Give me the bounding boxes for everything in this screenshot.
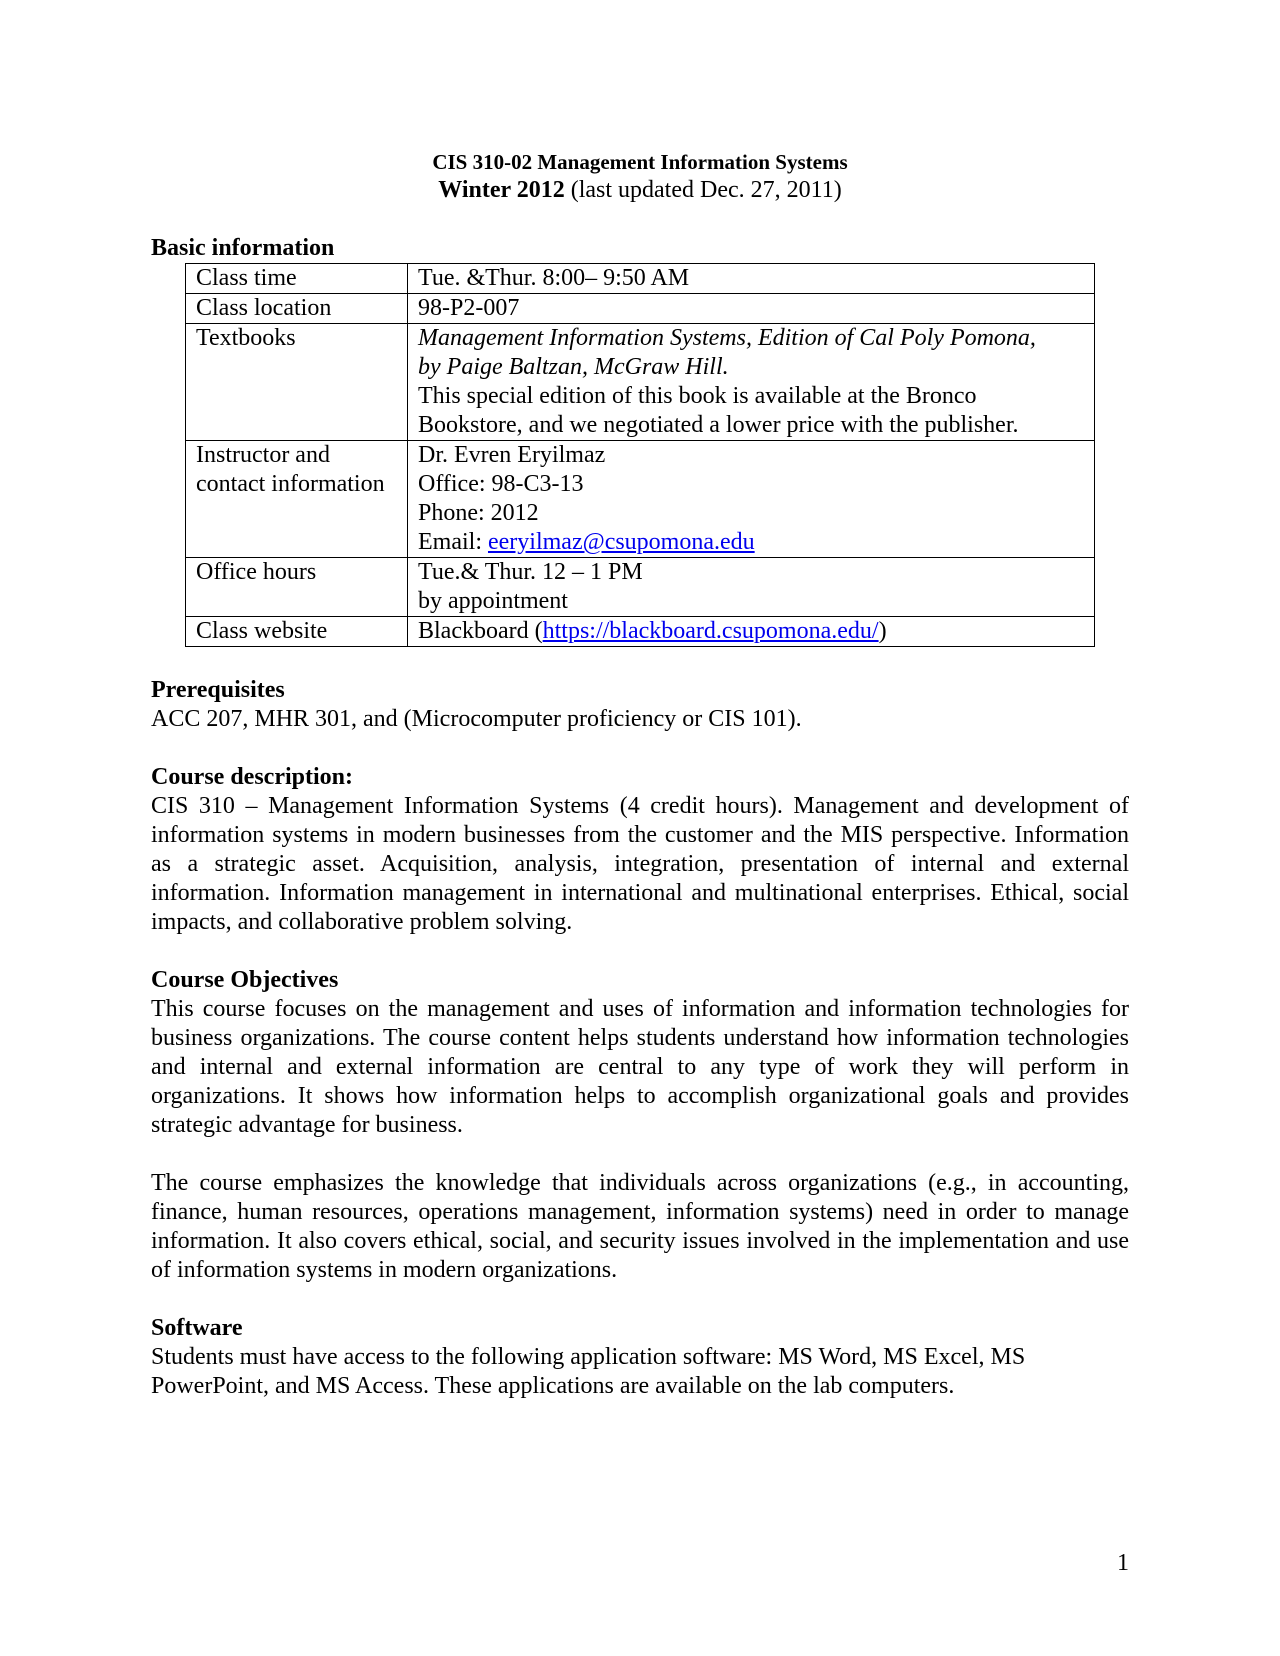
course-objectives-heading: Course Objectives xyxy=(151,967,339,993)
document-body xyxy=(151,234,1129,1401)
prerequisites-section xyxy=(151,676,1129,734)
table-row xyxy=(186,264,1095,294)
website-link[interactable]: https://blackboard.csupomona.edu/ xyxy=(542,618,879,644)
instructor-email-line xyxy=(418,528,1084,557)
textbook-note-line1: This special edition of this book is available at the Bronco xyxy=(418,383,977,409)
class-time-label: Class time xyxy=(186,264,408,294)
term: Winter 2012 xyxy=(438,177,565,203)
textbook-title: Management Information Systems, Edition of Cal Poly Pomona, xyxy=(418,325,1036,351)
document-title xyxy=(0,148,1280,204)
class-time-value: Tue. &Thur. 8:00– 9:50 AM xyxy=(408,264,1095,294)
instructor-office: Office: 98-C3-13 xyxy=(418,471,584,497)
email-prefix: Email: xyxy=(418,529,488,555)
class-website-value xyxy=(408,617,1095,647)
table-row xyxy=(186,558,1095,617)
table-row xyxy=(186,324,1095,441)
basic-info-table xyxy=(185,263,1095,647)
instructor-name: Dr. Evren Eryilmaz xyxy=(418,442,606,468)
textbooks-value xyxy=(408,324,1095,441)
instructor-label-line1: Instructor and xyxy=(196,442,330,468)
course-description-heading: Course description: xyxy=(151,764,353,790)
table-row xyxy=(186,294,1095,324)
class-website-label: Class website xyxy=(186,617,408,647)
software-text-line1: Students must have access to the following application software: MS Word, MS Excel, MS xyxy=(151,1344,1026,1370)
table-row xyxy=(186,441,1095,558)
software-heading: Software xyxy=(151,1315,243,1341)
page-number: 1 xyxy=(1117,1550,1129,1576)
email-link[interactable]: eeryilmaz@csupomona.edu xyxy=(487,529,755,555)
office-hours-time: Tue.& Thur. 12 – 1 PM xyxy=(418,559,643,585)
office-hours-label: Office hours xyxy=(186,558,408,617)
instructor-phone: Phone: 2012 xyxy=(418,500,539,526)
table-row xyxy=(186,617,1095,647)
software-section xyxy=(151,1314,1129,1401)
course-objectives-section xyxy=(151,966,1129,1285)
office-hours-value xyxy=(408,558,1095,617)
course-description-text: CIS 310 – Management Information Systems (4 credit hours). Management and development of information systems in modern businesses from the customer and the MIS perspective. Information as a strategic asset. Acquisition, analysis, integration, presentation of internal and external information. Information management in international and multinational enterprises. Ethical, social impacts, and collaborative problem solving. xyxy=(151,793,1129,935)
course-objectives-para1: This course focuses on the management and uses of information and information technologies for business organizations. The course content helps students understand how information technologies and internal and external information are central to any type of work they will perform in organizations. It shows how information helps to accomplish organizational goals and provides strategic advantage for business. xyxy=(151,996,1129,1138)
textbook-author: by Paige Baltzan, McGraw Hill. xyxy=(418,354,729,380)
textbooks-label: Textbooks xyxy=(186,324,408,441)
prerequisites-text: ACC 207, MHR 301, and (Microcomputer proficiency or CIS 101). xyxy=(151,706,802,732)
prerequisites-heading: Prerequisites xyxy=(151,677,285,703)
class-location-value: 98-P2-007 xyxy=(408,294,1095,324)
website-suffix: ) xyxy=(878,618,887,644)
term-line xyxy=(0,176,1280,204)
instructor-label xyxy=(186,441,408,558)
instructor-value xyxy=(408,441,1095,558)
textbook-note-line2: Bookstore, and we negotiated a lower price with the publisher. xyxy=(418,412,1019,438)
course-objectives-para2: The course emphasizes the knowledge that individuals across organizations (e.g., in accounting, finance, human resources, operations management, information systems) need in order to manage information. It also covers ethical, social, and security issues involved in the implementation and use of information systems in modern organizations. xyxy=(151,1170,1129,1283)
basic-info-heading: Basic information xyxy=(151,235,335,261)
course-description-section xyxy=(151,763,1129,937)
software-text-line2: PowerPoint, and MS Access. These applications are available on the lab computers. xyxy=(151,1373,955,1399)
last-updated: (last updated Dec. 27, 2011) xyxy=(564,177,842,203)
course-title: CIS 310-02 Management Information Systems xyxy=(432,150,848,174)
office-hours-note: by appointment xyxy=(418,588,568,614)
website-prefix: Blackboard ( xyxy=(418,618,543,644)
instructor-label-line2: contact information xyxy=(196,471,385,497)
class-location-label: Class location xyxy=(186,294,408,324)
